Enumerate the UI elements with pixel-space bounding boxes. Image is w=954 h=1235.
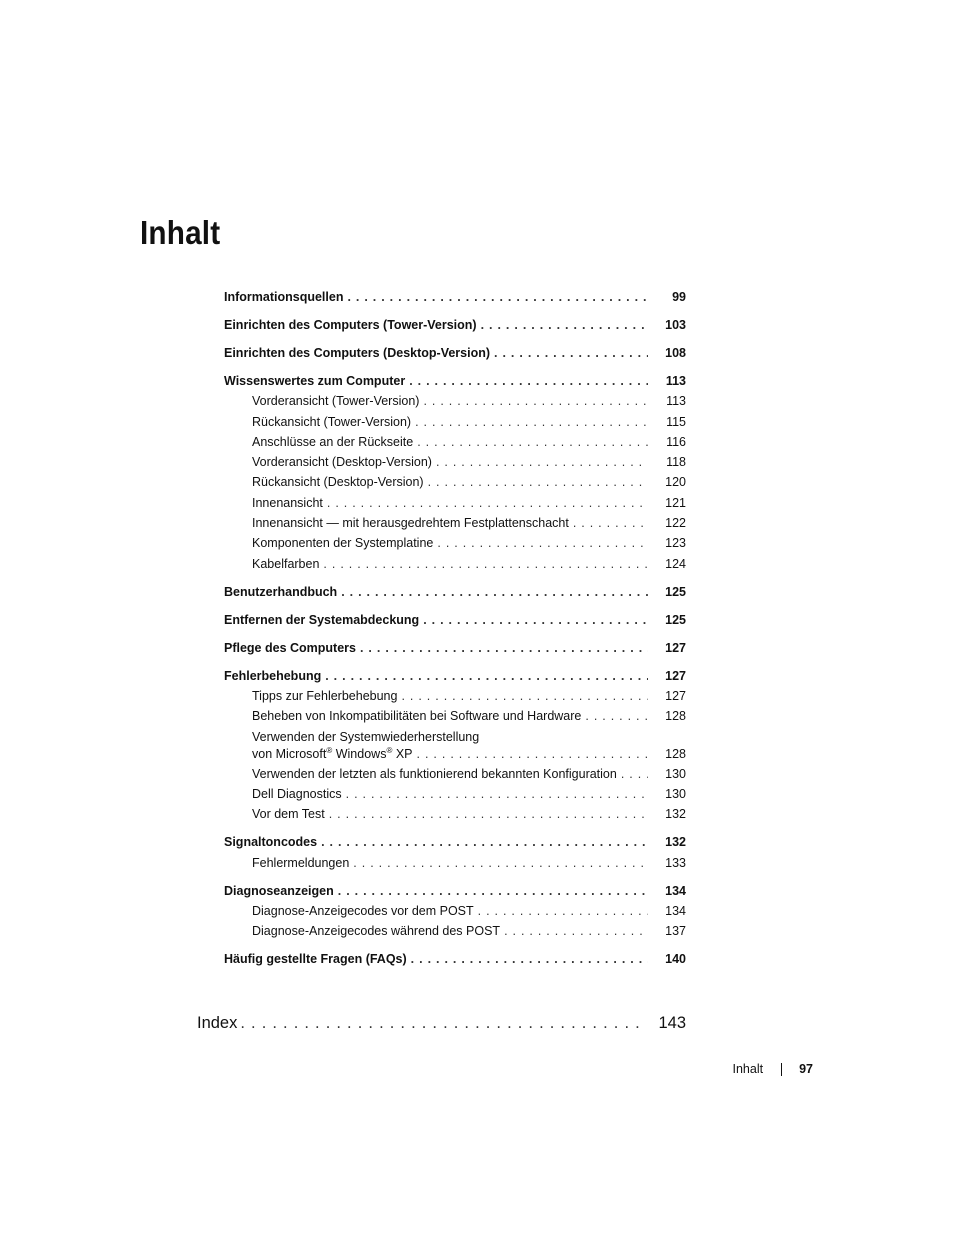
toc-entry-label: Signaltoncodes (224, 835, 318, 850)
toc-subentry-label: Innenansicht (252, 495, 323, 510)
toc-subentry[interactable] (224, 414, 686, 430)
toc-subentry-label: Kabelfarben (252, 556, 320, 571)
toc-subentry-page: 115 (666, 414, 686, 429)
toc-subentry[interactable] (224, 393, 686, 409)
toc-subentry-label: Fehlermeldungen (252, 855, 350, 870)
toc-subentry-page: 120 (665, 475, 686, 490)
footer-label: Inhalt (732, 1062, 764, 1076)
toc-entry-label: Pflege des Computers (224, 640, 356, 655)
toc-subentry-label: Dell Diagnostics (252, 787, 342, 802)
registered-mark: ® (326, 745, 333, 755)
toc-entry-label: Wissenswertes zum Computer (224, 374, 406, 388)
toc-entry-label: Informationsquellen (224, 290, 344, 304)
dot-leader (585, 708, 648, 724)
index-entry[interactable] (197, 1013, 686, 1033)
toc-entry-page: 132 (665, 835, 686, 850)
toc-subentry-page: 137 (665, 924, 686, 939)
toc-subentry-page: 113 (666, 394, 686, 409)
toc-entry-page: 127 (665, 668, 686, 683)
toc-entry-diagnoseanzeigen[interactable] (224, 883, 686, 899)
footer-divider (781, 1063, 782, 1076)
toc-subentry-page: 130 (665, 787, 686, 802)
dot-leader (353, 855, 648, 871)
toc-subentry-page: 127 (665, 688, 686, 703)
toc-subentry-page: 133 (665, 855, 686, 870)
toc-subentry-label: Tipps zur Fehlerbehebung (252, 688, 398, 703)
toc-subentry-label: Diagnose-Anzeigecodes vor dem POST (252, 904, 474, 919)
toc-subentry-label: Innenansicht — mit herausgedrehtem Festplattenschacht (252, 516, 569, 531)
toc-subentry-label-line2: von Microsoft® Windows® XP (252, 745, 413, 761)
toc-entry-benutzerhandbuch[interactable] (224, 584, 686, 600)
dot-leader (504, 923, 648, 939)
toc-subentry[interactable] (224, 556, 686, 572)
toc-subentry[interactable] (224, 515, 686, 531)
toc-entry-label: Einrichten des Computers (Tower-Version) (224, 318, 477, 332)
toc-entry-page: 127 (665, 640, 686, 655)
toc-subentry-page: 121 (665, 495, 686, 510)
toc-subentry-label: Vorderansicht (Tower-Version) (252, 394, 420, 409)
registered-mark: ® (386, 745, 393, 755)
dot-leader (417, 434, 648, 450)
toc-entry-page: 113 (665, 374, 686, 388)
toc-subentry-page: 128 (665, 709, 686, 724)
dot-leader (573, 515, 648, 531)
toc-subentry-page: 134 (665, 904, 686, 919)
table-of-contents (224, 289, 686, 967)
index-label: Index (197, 1014, 238, 1032)
dot-leader (417, 746, 648, 762)
page-footer (700, 1062, 813, 1076)
toc-entry-faqs[interactable] (224, 951, 686, 967)
toc-subentry-label: Komponenten der Systemplatine (252, 536, 434, 551)
toc-subentry[interactable] (224, 903, 686, 919)
toc-subentry[interactable] (224, 434, 686, 450)
toc-subentry-page: 124 (665, 556, 686, 571)
toc-subentry-page: 130 (665, 766, 686, 781)
dot-leader (327, 495, 648, 511)
toc-entry-label: Fehlerbehebung (224, 668, 322, 683)
dot-leader (341, 584, 648, 600)
dot-leader (494, 345, 648, 361)
dot-leader (240, 1013, 640, 1033)
toc-subentry-multiline[interactable] (224, 729, 686, 762)
toc-entry-einrichten-desktop[interactable] (224, 345, 686, 361)
toc-subentry[interactable] (224, 855, 686, 871)
toc-entry-page: 99 (672, 290, 686, 304)
toc-subentry-label: Vorderansicht (Desktop-Version) (252, 455, 432, 470)
index-row (197, 1013, 686, 1033)
dot-leader (409, 373, 648, 389)
dot-leader (360, 640, 648, 656)
toc-subentry-page: 122 (665, 516, 686, 531)
toc-subentry[interactable] (224, 454, 686, 470)
toc-entry-fehlerbehebung[interactable] (224, 668, 686, 684)
toc-entry-label: Einrichten des Computers (Desktop-Version) (224, 346, 491, 360)
page-title: Inhalt (140, 214, 221, 251)
toc-subentry-label: Anschlüsse an der Rückseite (252, 434, 414, 449)
dot-leader (321, 834, 648, 850)
toc-subentry[interactable] (224, 474, 686, 490)
dot-leader (323, 556, 648, 572)
toc-subentry[interactable] (224, 495, 686, 511)
toc-entry-einrichten-tower[interactable] (224, 317, 686, 333)
dot-leader (346, 786, 648, 802)
toc-subentry-page: 118 (666, 455, 686, 470)
toc-entry-page: 125 (665, 584, 686, 599)
toc-subentry[interactable] (224, 923, 686, 939)
dot-leader (415, 414, 648, 430)
toc-subentry-label: Rückansicht (Desktop-Version) (252, 475, 424, 490)
dot-leader (325, 668, 648, 684)
toc-subentry-page: 128 (665, 746, 686, 761)
dot-leader (481, 317, 648, 333)
dot-leader (411, 951, 648, 967)
toc-subentry-label: Diagnose-Anzeigecodes während des POST (252, 924, 501, 939)
dot-leader (347, 289, 648, 305)
dot-leader (423, 612, 648, 628)
toc-entry-systemabdeckung[interactable] (224, 612, 686, 628)
toc-entry-label: Diagnoseanzeigen (224, 883, 334, 898)
dot-leader (621, 766, 648, 782)
toc-subentry[interactable] (224, 708, 686, 724)
dot-leader (423, 393, 648, 409)
toc-entry-signaltoncodes[interactable] (224, 834, 686, 850)
toc-entry-informationsquellen[interactable] (224, 289, 686, 305)
toc-entry-page: 140 (665, 952, 686, 967)
toc-entry-page: 125 (665, 612, 686, 627)
toc-subentry-page: 132 (665, 807, 686, 822)
dot-leader (329, 806, 648, 822)
toc-subentry-label: Rückansicht (Tower-Version) (252, 414, 412, 429)
toc-subentry-line2 (252, 746, 686, 762)
toc-entry-pflege[interactable] (224, 640, 686, 656)
toc-entry-wissenswertes[interactable] (224, 373, 686, 389)
toc-subentry-page: 116 (666, 434, 686, 449)
toc-subentry-label: Beheben von Inkompatibilitäten bei Software und Hardware (252, 709, 582, 724)
toc-entry-label: Entfernen der Systemabdeckung (224, 612, 420, 627)
toc-subentry[interactable] (224, 688, 686, 704)
dot-leader (437, 535, 648, 551)
index-page: 143 (658, 1014, 686, 1032)
dot-leader (478, 903, 648, 919)
toc-subentry[interactable] (224, 806, 686, 822)
dot-leader (428, 474, 648, 490)
toc-subentry[interactable] (224, 766, 686, 782)
toc-subentry[interactable] (224, 786, 686, 802)
toc-entry-page: 134 (665, 883, 686, 898)
dot-leader (436, 454, 648, 470)
toc-subentry-label-line1: Verwenden der Systemwiederherstellung (252, 729, 480, 744)
toc-subentry-label: Vor dem Test (252, 807, 325, 822)
footer-page-number: 97 (799, 1062, 813, 1076)
toc-subentry[interactable] (224, 535, 686, 551)
dot-leader (401, 688, 648, 704)
dot-leader (338, 883, 648, 899)
toc-entry-page: 103 (665, 318, 686, 332)
toc-subentry-page: 123 (665, 536, 686, 551)
toc-entry-page: 108 (665, 346, 686, 360)
toc-subentry-label: Verwenden der letzten als funktionierend bekannten Konfiguration (252, 766, 617, 781)
toc-entry-label: Häufig gestellte Fragen (FAQs) (224, 952, 407, 967)
toc-entry-label: Benutzerhandbuch (224, 584, 338, 599)
